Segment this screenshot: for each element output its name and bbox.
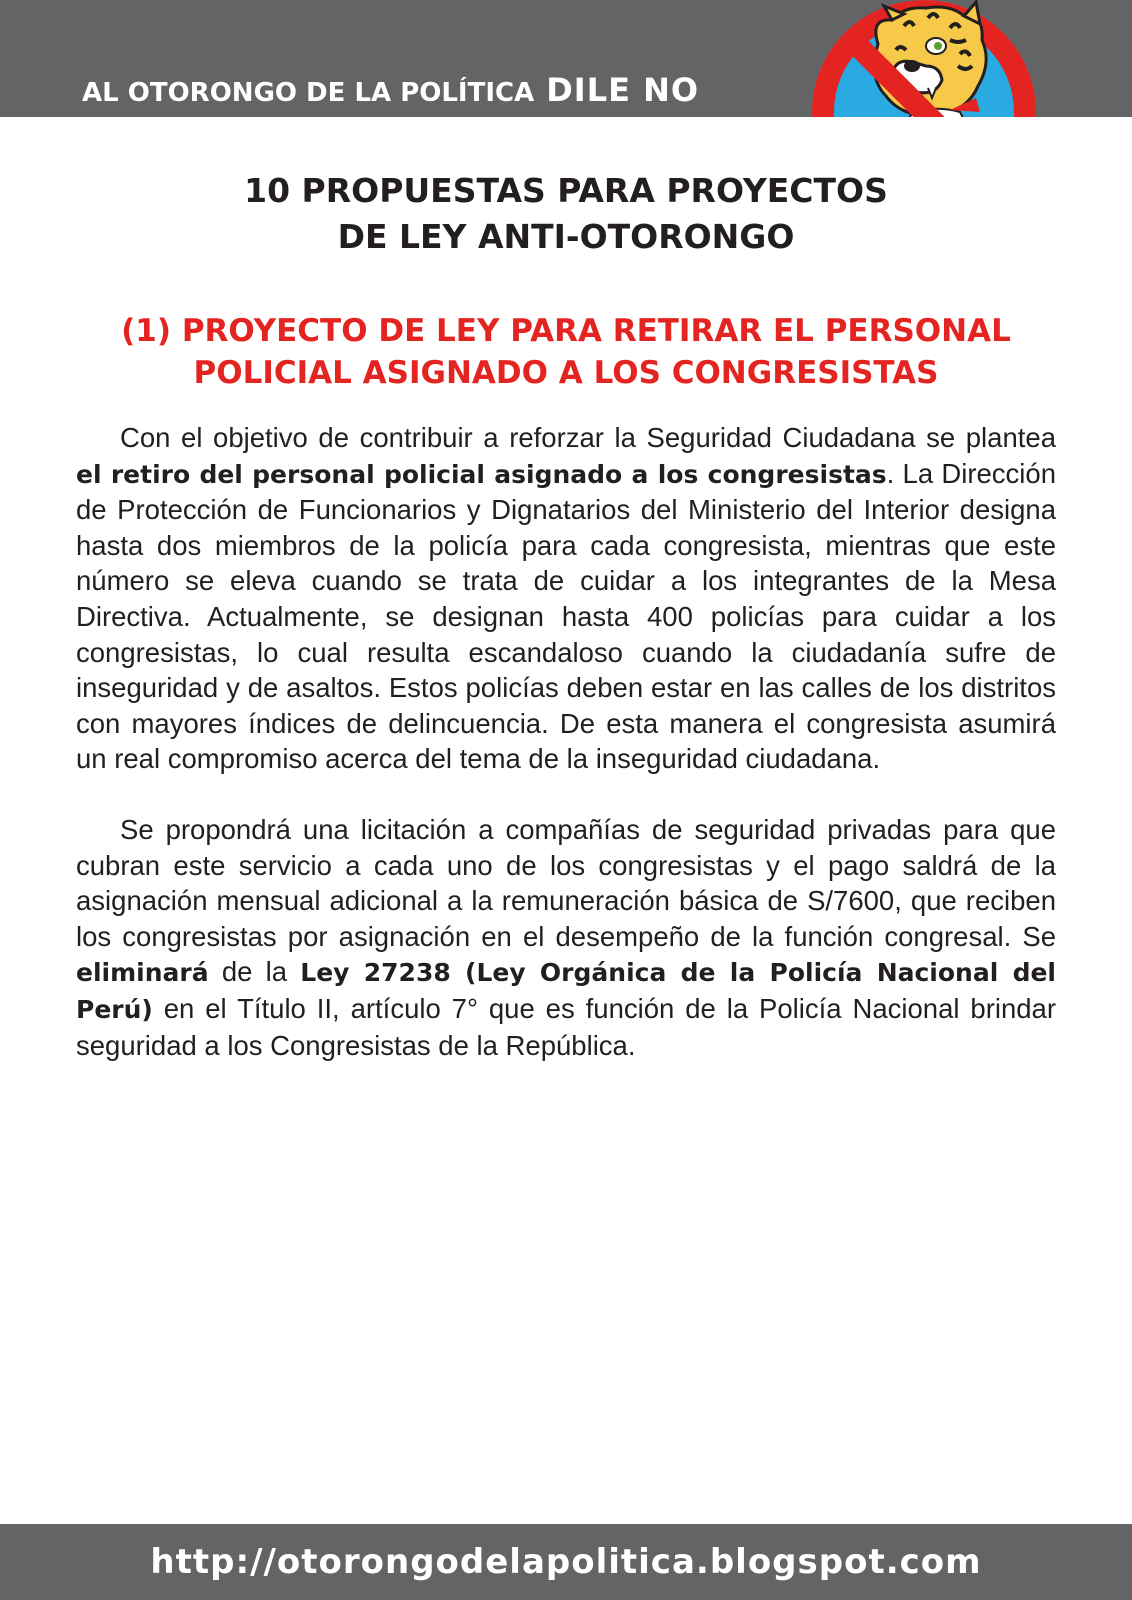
paragraph-2-emphasis-2: Ley 27238 (Ley Orgánica de la Policía Nacional del Perú) [76,958,1056,1024]
document-title [100,168,1032,260]
document-title-line-2: DE LEY ANTI-OTORONGO [337,217,795,256]
jaguar-head [874,2,986,117]
paragraph-1-emphasis: el retiro del personal policial asignado a los congresistas [76,459,887,489]
body-paragraph-2 [76,812,1056,1063]
paragraph-2-mid: de la [208,956,301,988]
paragraph-1-rest: . La Dirección de Protección de Funcionarios y Dignatarios del Ministerio del Interior designa hasta dos miembros de la policía para cada congresista, mientras que este número se eleva cuando se trata de cuidar a los integrantes de la Mesa Directiva. Actualmente, se designan hasta 400 policías para cuidar a los congresistas, lo cual resulta escandaloso cuando la ciudadanía sufre de inseguridad y de asaltos. Estos policías deben estar en las calles de los distritos con mayores índices de delincuencia. De esta manera el congresista asumirá un real compromiso acerca del tema de la inseguridad ciudadana. [76,457,1056,775]
paragraph-2-lead: Se propondrá una licitación a compañías de seguridad privadas para que cubran este servicio a cada uno de los congresistas y el pago saldrá de la asignación mensual adicional a la remuneración básica de S/7600, que reciben los congresistas por asignación en el desempeño de la función congresal. Se [76,814,1056,952]
proposal-heading [60,310,1072,394]
paragraph-1-lead: Con el objetivo de contribuir a reforzar la Seguridad Ciudadana se plantea [120,422,1056,453]
paragraph-2-rest: en el Título II, artículo 7° que es función de la Policía Nacional brindar seguridad a los Congresistas de la República. [76,992,1056,1061]
proposal-heading-line-2: POLICIAL ASIGNADO A LOS CONGRESISTAS [193,355,939,391]
footer-blog-link[interactable]: http://otorongodelapolitica.blogspot.com [150,1542,982,1582]
proposal-heading-line-1: (1) PROYECTO DE LEY PARA RETIRAR EL PERSONAL [121,313,1011,349]
slogan-main: AL OTORONGO DE LA POLÍTICA [82,78,535,108]
header-slogan [82,71,700,109]
document-title-line-1: 10 PROPUESTAS PARA PROYECTOS [244,171,888,210]
slogan-accent: DILE NO [546,71,700,109]
no-otorongo-jaguar-icon [800,0,1052,117]
paragraph-2-emphasis-1: eliminará [76,958,209,988]
body-paragraph-1 [76,420,1056,777]
